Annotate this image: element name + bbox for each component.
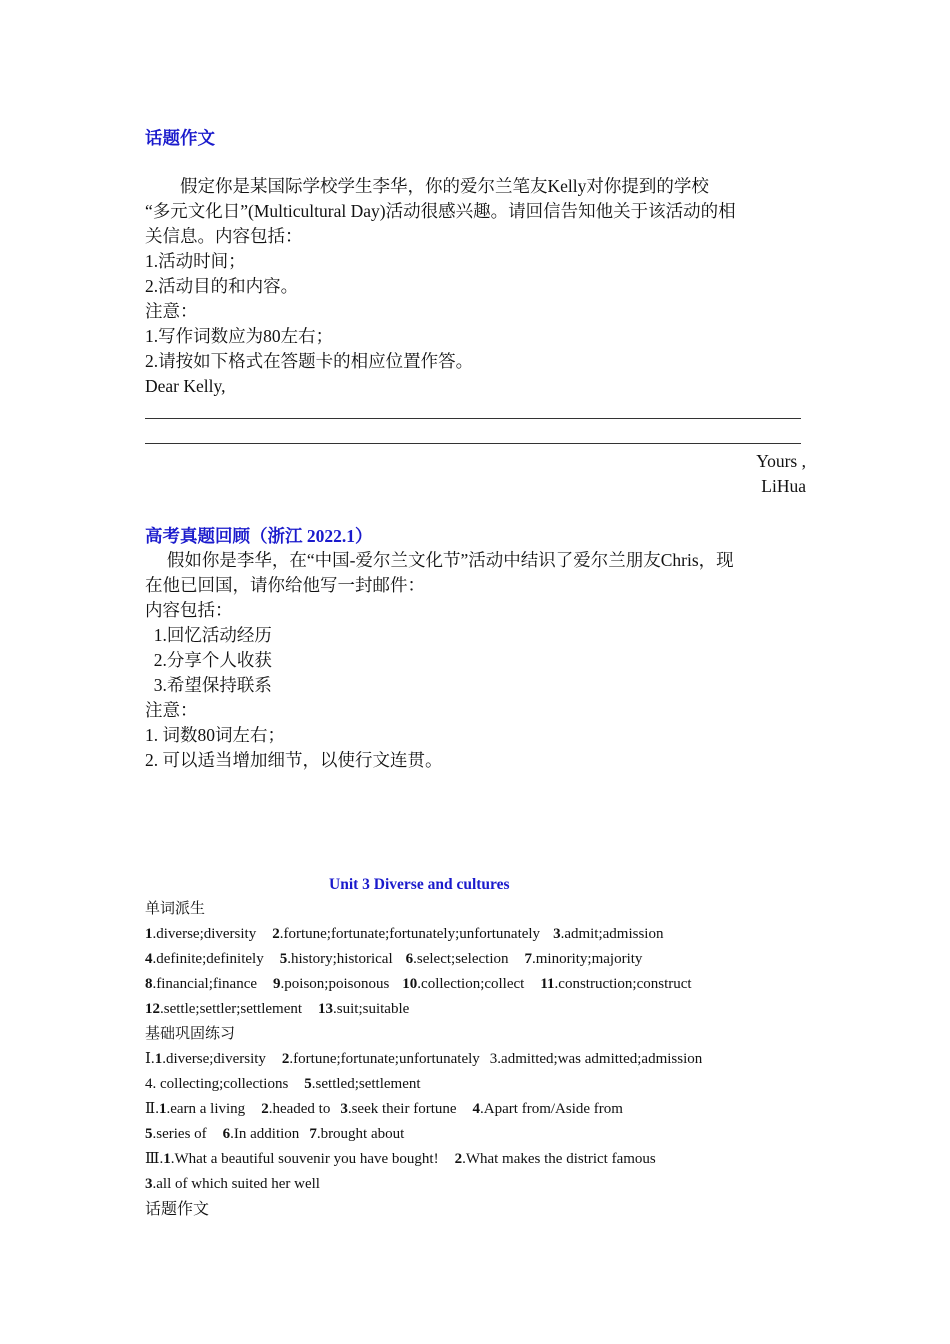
section1-heading: 话题作文: [145, 128, 215, 148]
prompt-line: 1.回忆活动经历: [145, 625, 272, 645]
answer-item: 6.select;selection: [405, 951, 509, 967]
answer-item: 2.What makes the district famous: [454, 1151, 656, 1167]
answer-item: 3.admitted;was admitted;admission: [489, 1051, 703, 1067]
footer-heading: 话题作文: [145, 1201, 210, 1218]
answer-row: [145, 1147, 656, 1172]
answer-item: Ⅲ.1.What a beautiful souvenir you have bought!: [145, 1151, 439, 1167]
answer-item: Ⅰ.1.diverse;diversity: [145, 1051, 266, 1067]
answer-row: [145, 972, 692, 997]
answer-item: 3.admit;admission: [553, 926, 664, 942]
answer-item: 6.In addition: [222, 1126, 300, 1142]
answer-item: 7.brought about: [309, 1126, 405, 1142]
answer-row: [145, 922, 663, 947]
answer-row: [145, 997, 409, 1022]
prompt-line: 假定你是某国际学校学生李华，你的爱尔兰笔友Kelly对你提到的学校: [145, 176, 709, 196]
section2-heading: 高考真题回顾（浙江 2022.1）: [145, 526, 373, 546]
answer-item: 2.fortune;fortunate;fortunately;unfortunately: [272, 926, 541, 942]
prompt-line: 关信息。内容包括：: [145, 226, 303, 246]
answer-row: [145, 947, 642, 972]
answer-item: 5.history;historical: [279, 951, 393, 967]
answer-item: 4.definite;definitely: [145, 951, 264, 967]
answer-row: [145, 1172, 320, 1197]
prompt-line: 假如你是李华，在“中国-爱尔兰文化节”活动中结识了爱尔兰朋友Chris，现: [145, 550, 734, 570]
answer-item: 9.poison;poisonous: [273, 976, 390, 992]
salutation: Dear Kelly,: [145, 376, 226, 396]
derivation-label: 单词派生: [145, 901, 206, 917]
answer-row: [145, 1047, 702, 1072]
signature: LiHua: [761, 476, 806, 496]
answer-item: 11.construction;construct: [540, 976, 692, 992]
practice-label: 基础巩固练习: [145, 1026, 236, 1042]
answer-row: [145, 1072, 421, 1097]
answer-item: 13.suit;suitable: [318, 1001, 410, 1017]
prompt-line: 3.希望保持联系: [145, 675, 272, 695]
prompt-line: 2.请按如下格式在答题卡的相应位置作答。: [145, 351, 474, 371]
prompt-line: 1.活动时间；: [145, 251, 246, 271]
closing: Yours ,: [756, 451, 806, 471]
prompt-line: 内容包括：: [145, 600, 233, 620]
prompt-line: 2.活动目的和内容。: [145, 276, 299, 296]
answer-item: Ⅱ.1.earn a living: [145, 1101, 246, 1117]
answer-item: 2.headed to: [261, 1101, 331, 1117]
prompt-line: 注意：: [145, 700, 198, 720]
answer-item: 3.seek their fortune: [340, 1101, 457, 1117]
answer-item: 5.settled;settlement: [304, 1076, 421, 1092]
answer-item: 12.settle;settler;settlement: [145, 1001, 303, 1017]
answer-item: 5.series of: [145, 1126, 207, 1142]
answer-item: 10.collection;collect: [402, 976, 525, 992]
answers-title: Unit 3 Diverse and cultures: [329, 876, 510, 893]
answer-blank-line: [145, 418, 801, 419]
answer-row: [145, 1097, 623, 1122]
prompt-line: 注意：: [145, 301, 198, 321]
answer-item: 1.diverse;diversity: [145, 926, 257, 942]
answer-item: 4.Apart from/Aside from: [472, 1101, 623, 1117]
prompt-line: 1.写作词数应为80左右；: [145, 326, 334, 346]
answer-row: [145, 1122, 404, 1147]
prompt-line: 2. 可以适当增加细节，以使行文连贯。: [145, 750, 443, 770]
answer-item: 2.fortune;fortunate;unfortunately: [281, 1051, 480, 1067]
answer-item: 8.financial;finance: [145, 976, 258, 992]
prompt-line: “多元文化日”(Multicultural Day)活动很感兴趣。请回信告知他关于该活动的相: [145, 201, 736, 221]
prompt-line: 1. 词数80词左右；: [145, 725, 285, 745]
answer-item: 3.all of which suited her well: [145, 1176, 320, 1192]
answer-item: 7.minority;majority: [524, 951, 643, 967]
prompt-line: 在他已回国，请你给他写一封邮件：: [145, 575, 425, 595]
answer-blank-line: [145, 443, 801, 444]
answer-item: 4. collecting;collections: [145, 1076, 289, 1092]
prompt-line: 2.分享个人收获: [145, 650, 272, 670]
